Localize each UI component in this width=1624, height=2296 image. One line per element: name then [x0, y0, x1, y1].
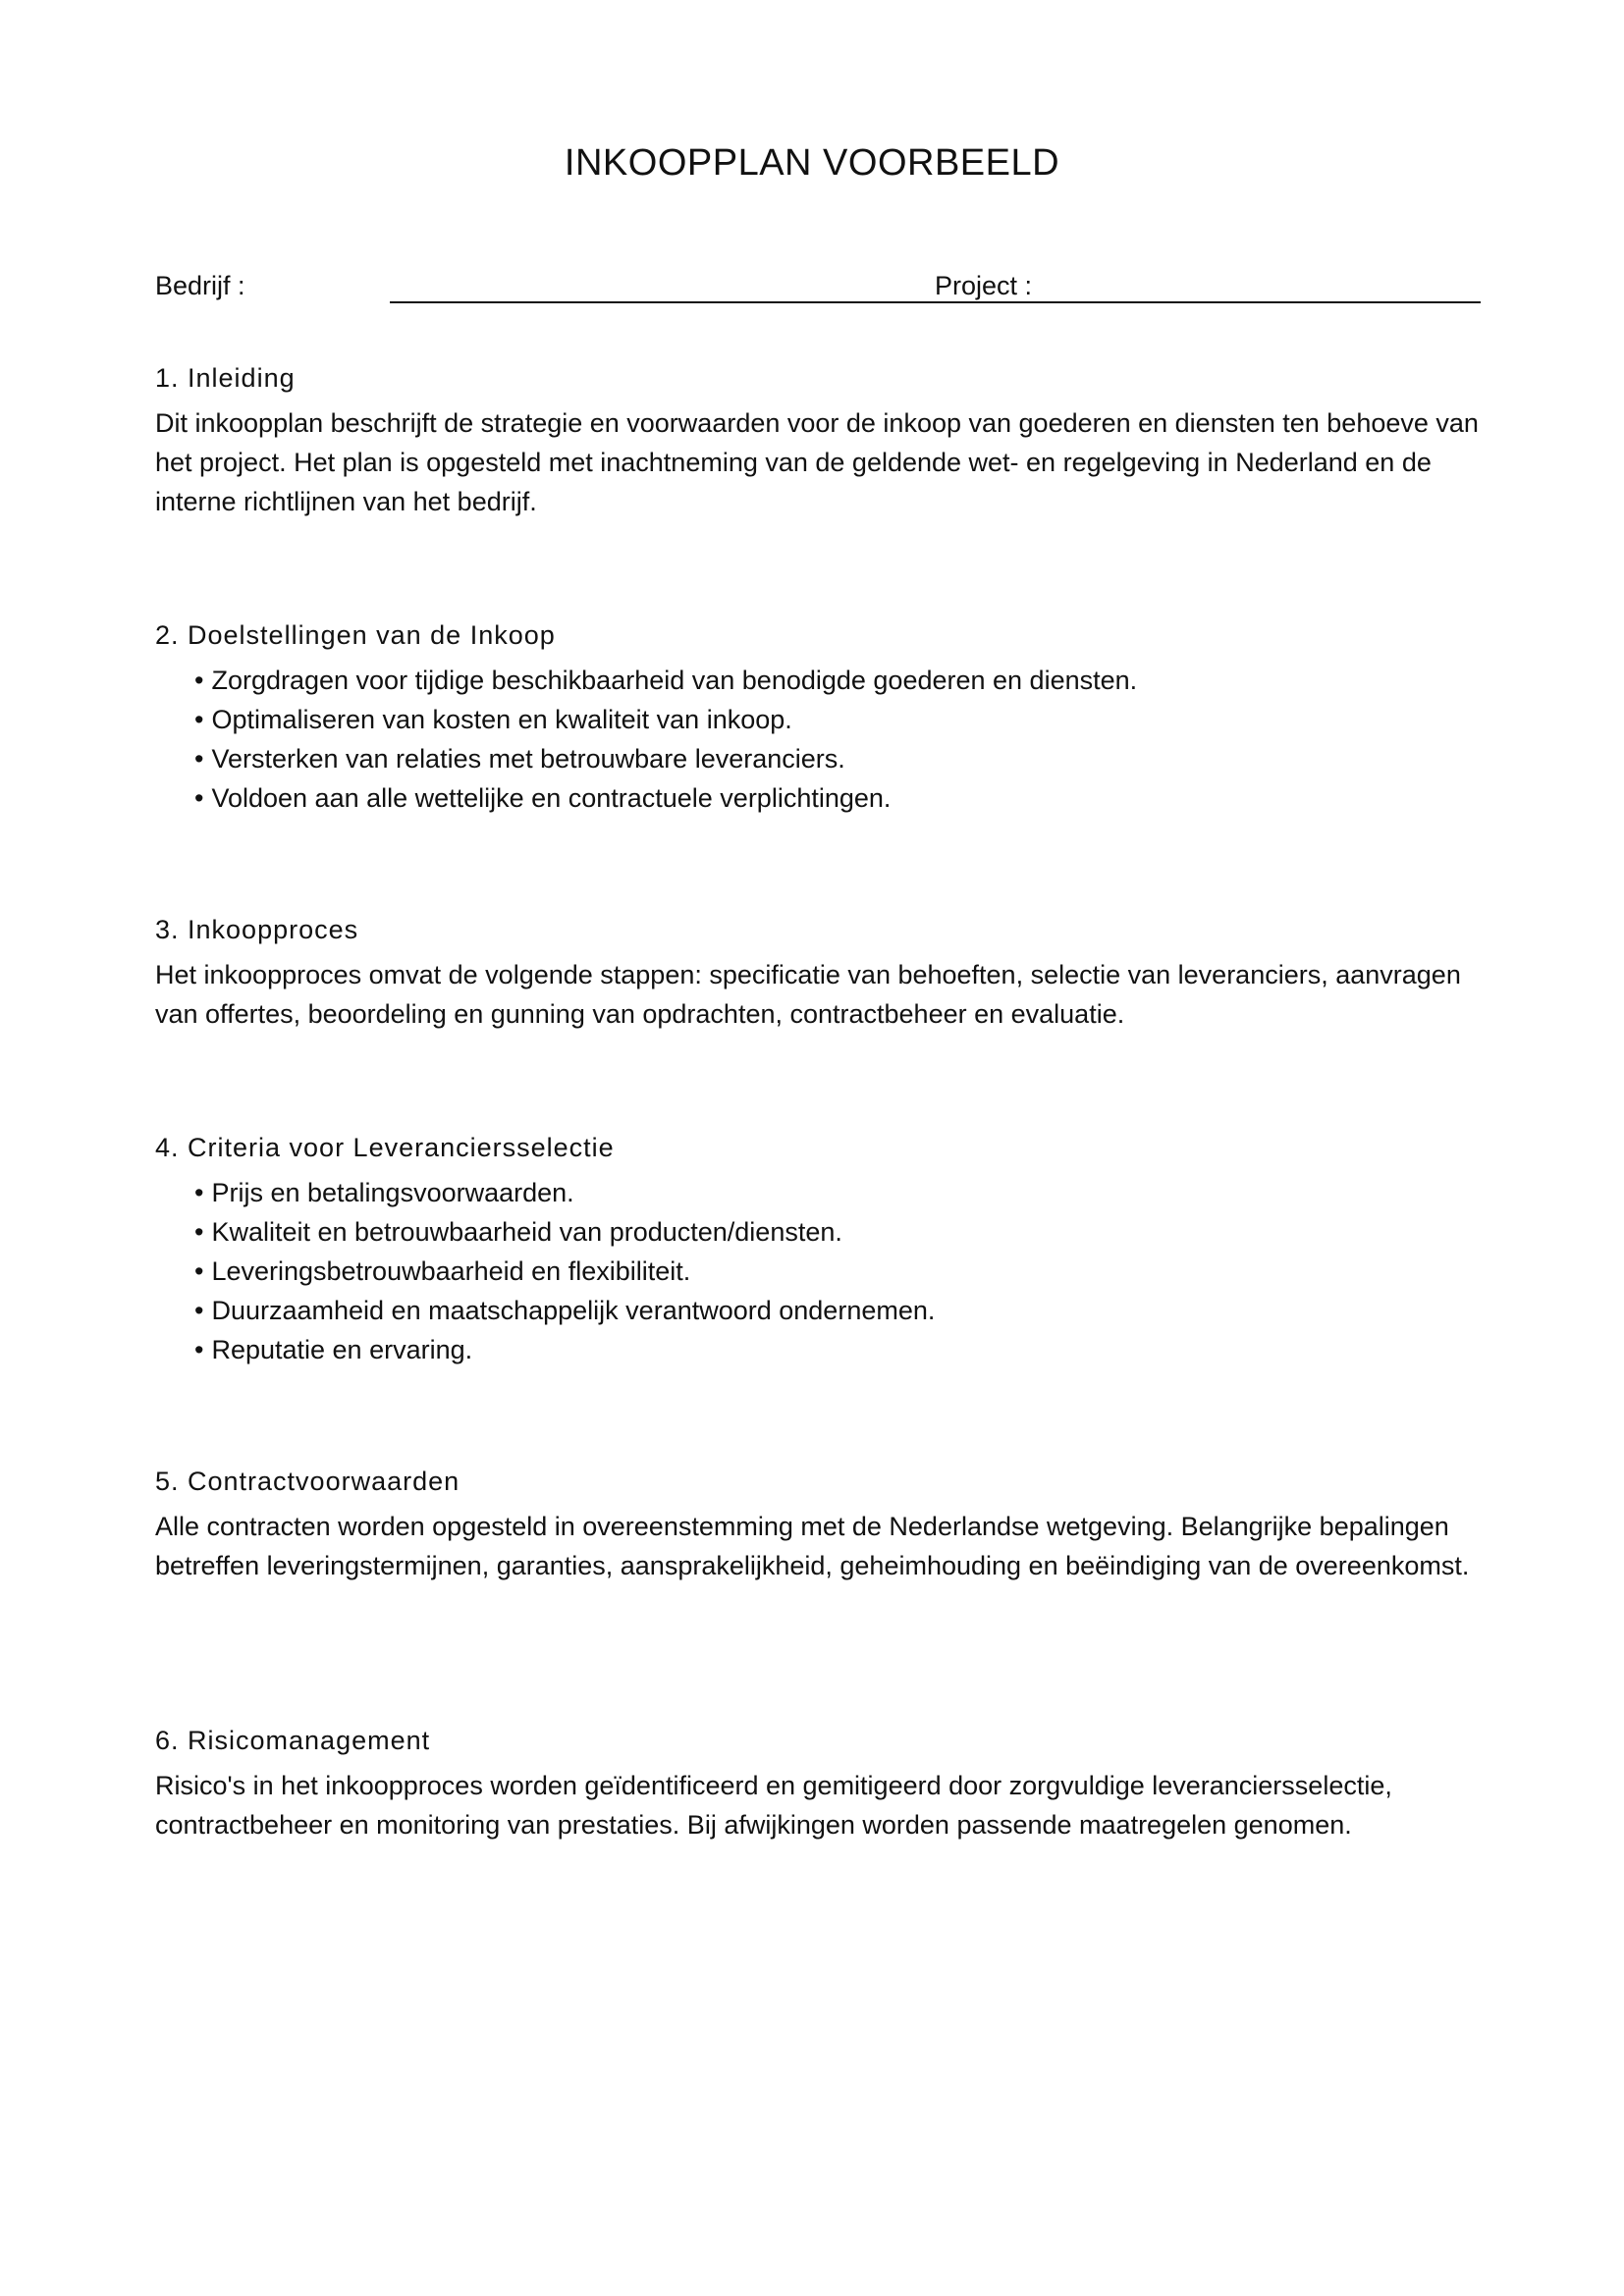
- section-heading: 3. Inkoopproces: [155, 915, 359, 944]
- list-item: • Versterken van relaties met betrouwbare leveranciers.: [194, 739, 1490, 778]
- bedrijf-label: Bedrijf :: [155, 271, 245, 300]
- section-heading: 6. Risicomanagement: [155, 1726, 431, 1755]
- list-item: • Duurzaamheid en maatschappelijk verantwoord ondernemen.: [194, 1291, 1490, 1330]
- section-contractvoorwaarden: [155, 1467, 1490, 1585]
- section-text: Risico's in het inkoopproces worden geïdentificeerd en gemitigeerd door zorgvuldige leveranciersselectie, contractbeheer en monitoring van prestaties. Bij afwijkingen worden passende maatregelen genomen.: [155, 1771, 1392, 1840]
- section-heading: 1. Inleiding: [155, 363, 296, 393]
- project-label: Project :: [935, 271, 1033, 300]
- list-item: • Zorgdragen voor tijdige beschikbaarheid van benodigde goederen en diensten.: [194, 661, 1490, 700]
- section-text: Alle contracten worden opgesteld in overeenstemming met de Nederlandse wetgeving. Belangrijke bepalingen betreffen leveringstermijnen, garanties, aansprakelijkheid, geheimhouding en beëindiging van de overeenkomst.: [155, 1512, 1470, 1580]
- section-inkoopproces: [155, 915, 1490, 1034]
- section-risicomanagement: [155, 1726, 1490, 1844]
- list-item: • Leveringsbetrouwbaarheid en flexibiliteit.: [194, 1252, 1490, 1291]
- list-item: • Optimaliseren van kosten en kwaliteit van inkoop.: [194, 700, 1490, 739]
- fill-in-line: [390, 301, 1481, 303]
- bullet-list: [155, 1173, 1490, 1369]
- list-item: • Kwaliteit en betrouwbaarheid van producten/diensten.: [194, 1212, 1490, 1252]
- list-item: • Reputatie en ervaring.: [194, 1330, 1490, 1369]
- list-item: • Prijs en betalingsvoorwaarden.: [194, 1173, 1490, 1212]
- section-heading: 2. Doelstellingen van de Inkoop: [155, 620, 556, 650]
- section-doelstellingen: [155, 620, 1490, 818]
- section-criteria: [155, 1133, 1490, 1369]
- list-item: • Voldoen aan alle wettelijke en contractuele verplichtingen.: [194, 778, 1490, 818]
- bullet-list: [155, 661, 1490, 818]
- section-text: Het inkoopproces omvat de volgende stappen: specificatie van behoeften, selectie van leveranciers, aanvragen van offertes, beoordeling en gunning van opdrachten, contractbeheer en evaluatie.: [155, 960, 1461, 1029]
- page-title: INKOOPPLAN VOORBEELD: [564, 142, 1060, 185]
- section-heading: 4. Criteria voor Leveranciersselectie: [155, 1133, 615, 1162]
- section-heading: 5. Contractvoorwaarden: [155, 1467, 460, 1496]
- section-inleiding: [155, 363, 1490, 521]
- section-text: Dit inkoopplan beschrijft de strategie en voorwaarden voor de inkoop van goederen en diensten ten behoeve van het project. Het plan is opgesteld met inachtneming van de geldende wet- en regelgeving in Nederland en de interne richtlijnen van het bedrijf.: [155, 408, 1479, 516]
